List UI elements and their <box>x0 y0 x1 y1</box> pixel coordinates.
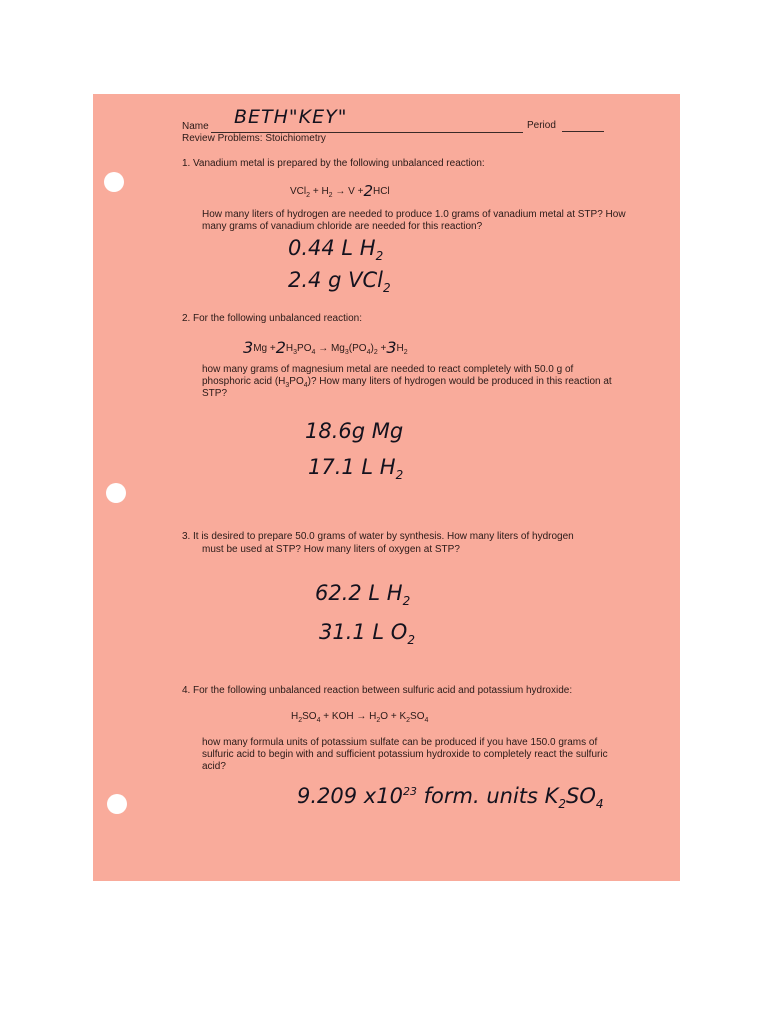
problem-2-number: 2. <box>182 313 191 324</box>
problem-1-equation: $VCl_2 + H_2 \to V +2HCl$ <box>290 182 390 200</box>
problem-3-prompt: It is desired to prepare 50.0 grams of water by synthesis. How many liters of hydrogen <box>193 531 574 542</box>
problem-2-answer-2: 17.1 L $H_2$ <box>308 455 404 483</box>
problem-4-prompt: For the following unbalanced reaction between sulfuric acid and potassium hydroxide: <box>193 685 573 696</box>
problem-3-answer-1: 62.2 L $H_2$ <box>315 581 411 609</box>
problem-4-number: 4. <box>182 685 191 696</box>
problem-1-prompt: Vanadium metal is prepared by the following unbalanced reaction: <box>193 158 485 169</box>
problem-4-answer: 9.209 $x10^{23}$ form. units $K_2SO_4$ <box>297 784 604 812</box>
problem-4-question: how many formula units of potassium sulfate can be produced if you have 150.0 grams of sulfuric acid to begin with and sufficient potassium hydroxide to completely react the sulfuric acid? <box>202 737 608 772</box>
problem-1-answer-1: 0.44 L $H_2$ <box>288 236 384 264</box>
problem-1-question: How many liters of hydrogen are needed to produce 1.0 grams of vanadium metal at STP? How many grams of vanadium chloride are needed for this reaction? <box>202 209 626 232</box>
name-value: BETH"KEY" <box>234 106 348 128</box>
binder-hole-icon <box>107 794 127 814</box>
problem-2-prompt: For the following unbalanced reaction: <box>193 313 362 324</box>
problem-4-equation: $H_2SO_4$ + KOH → $H_2O + K_2SO_4$ <box>291 711 429 724</box>
problem-2-equation: $3Mg +2H_3PO_4 \to Mg_3(PO_4)_2 +3H_2$ <box>243 338 408 357</box>
problem-2-answer-1: 18.6g Mg <box>305 419 404 443</box>
period-label: Period <box>527 120 556 131</box>
period-underline <box>562 131 604 132</box>
problem-2-question: how many grams of magnesium metal are needed to react completely with 50.0 g of phosphoric acid $(H_3PO_4)$? How many liters of hydrogen would be produced in this reaction at STP? <box>202 364 612 399</box>
problem-3-answer-2: 31.1 L $O_2$ <box>319 620 415 648</box>
problem-3-number: 3. <box>182 531 191 542</box>
worksheet-page <box>93 94 680 881</box>
problem-3-prompt-line2: must be used at STP? How many liters of oxygen at STP? <box>202 544 460 555</box>
page-subtitle: Review Problems: Stoichiometry <box>182 133 326 144</box>
name-label: Name <box>182 121 209 132</box>
problem-1-number: 1. <box>182 158 191 169</box>
binder-hole-icon <box>104 172 124 192</box>
binder-hole-icon <box>106 483 126 503</box>
problem-1-answer-2: 2.4 g VCl$_2$ <box>288 268 391 296</box>
